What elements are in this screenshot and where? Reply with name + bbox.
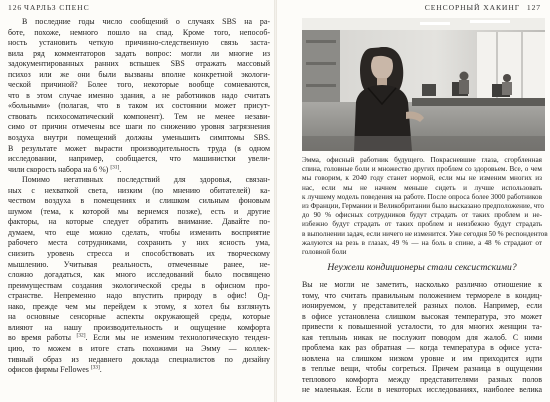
caption-line: избежно будут страдать от таких проблем и неизбежно будут страдать	[302, 220, 542, 229]
text-line: психоз или же они были вызваны вполне конкретной экологи-	[8, 69, 270, 79]
text-line: исследовании, например, сообщается, что машинистки увели-	[8, 154, 270, 164]
caption-line: в выполнении задач, если ничего не изменится. Уже сегодня 50 % респондентов	[302, 229, 548, 238]
caption-line: мы говорим, к 2040 году станет нормой, если мы не изменим многих из	[302, 174, 542, 183]
office-worker-photo	[302, 18, 545, 151]
text-line: Помимо негативных последствий для здоровья, связан-	[22, 175, 270, 185]
text-line: ствовать психосоматический компонент). Тем не менее незави-	[8, 111, 270, 121]
text-line: мышлению. Учитывая реальность, отмеченные ранее, не-	[8, 259, 270, 269]
text-line: на основные сенсорные аспекты окружающей среды, которые	[8, 312, 270, 322]
text-line-content: во время работы	[8, 333, 71, 343]
caption-line: жалуются на резь в глазах, 49 % — на боль в спине, а 48 % страдают от	[302, 238, 542, 247]
text-line: вила ряд комментаторов задать вопрос: могли ли многие из	[8, 48, 270, 58]
text-line: ионируемом, у представителей разных полов. Например, если	[302, 301, 542, 311]
footnote-mark: [32]	[76, 332, 86, 339]
text-line: думаем, что еще можно сделать, чтобы изменить восприятие	[8, 227, 270, 237]
caption-line: спина, головные боли и множество других проблем со здоровьем. Все, о чем	[302, 165, 542, 174]
footnote-mark: [31]	[110, 164, 120, 171]
text-line: симо от причин отмечены все шаги по снижению уровня загрязнения	[8, 122, 270, 132]
caption-line: из Франции, Германии и Великобритании было высказано предположение, что	[302, 201, 544, 210]
right-running-head: СЕНСОРНЫЙ ХАКИНГ	[424, 3, 520, 12]
text-line: ческой причиной? Более того, некоторые вообще сомневаются,	[8, 80, 270, 90]
caption-line: головной боли	[302, 247, 347, 256]
text-line: В результате может вырасти производительность труда (в одном	[8, 143, 270, 153]
text-line: В последние годы число сообщений о случаях SBS на ра-	[22, 17, 270, 26]
text-line: влияют на нашу производительность и ощущение комфорта	[8, 322, 270, 332]
text-line: проблема как раз обратная — когда температура в офисе уста-	[302, 343, 542, 353]
text-line: привести к повышенной усталости, то для многих женщин та-	[302, 322, 542, 332]
text-line: Вы не могли не заметить, насколько различно отношение к	[302, 280, 542, 289]
photo-caption	[302, 156, 548, 257]
text-line-content: чили скорость набора на 6 %)	[8, 164, 109, 174]
caption-line: к лучшему модель поведения на работе. После опроса более 3000 работников	[302, 192, 542, 201]
text-line-content: офисов фирмы Fellowes	[8, 365, 89, 375]
text-line: новлена на слишком низком уровне и им приходится идти	[302, 353, 542, 363]
text-line: снизить уровень стресса и способствовать их творческому	[8, 249, 270, 259]
text-line: факторы, на которые следует обратить внимание. Давайте по-	[8, 217, 270, 227]
text-line: боте, похоже, немного пошло на спад. Кроме того, непособ-	[8, 27, 270, 37]
text-line: тому, что считать правильным положением термореле в кондиц-	[302, 290, 542, 300]
left-running-head: ЧАРЛЬЗ СПЕНС	[24, 3, 90, 12]
left-page	[0, 0, 274, 402]
right-page	[277, 0, 550, 402]
text-line: тивный образ из недавнего доклада специалистов по дизайну	[8, 354, 270, 364]
text-line: не маленькая. Если в некоторых исследованиях, наиболее велика	[302, 385, 542, 395]
text-line: странстве. Непременно надо впустить природу в офис! Од-	[8, 291, 270, 301]
left-body-text	[8, 17, 270, 376]
text-line: кая теплынь никак не послужит поводом для жалоб. С ними	[302, 332, 542, 342]
text-line-content: Если мы не изменим технологическую тенден-	[93, 333, 271, 343]
text-line: в теплые вещи, чтобы согреться. Причем разница в ощущении	[302, 364, 542, 374]
section-heading: Неужели кондиционеры стали сексистскими?	[327, 262, 517, 273]
photo-illustration	[302, 18, 545, 151]
text-line: чеством воздуха в помещениях и слишком сильным фоновым	[8, 196, 270, 206]
text-line: сложно догадаться, как много исследований было посвящено	[8, 270, 270, 280]
caption-line: нас, если мы не начнем меньше сидеть и лучше использовать	[302, 183, 542, 192]
right-body-text	[302, 280, 542, 396]
text-line: ность установить четкую причинно-следственную связь заста-	[8, 38, 270, 48]
right-page-number: 127	[526, 3, 541, 12]
text-line: рабочего места сотрудниками, сохранить у них ясность ума,	[8, 238, 270, 248]
caption-line: Эмма, офисный работник будущего. Покрасневшие глаза, сгорбленная	[302, 156, 542, 164]
text-line: ных с нехваткой света, низким (по мнению обитателей) ка-	[8, 185, 270, 195]
text-line: в офисе установлена слишком высокая температура, это может	[302, 311, 542, 321]
footnote-mark: [33]	[90, 364, 100, 371]
text-line: «больными» (полагая, что в таком их состоянии может присут-	[8, 101, 270, 111]
text-line: задокументированных ранних вспышек SBS отражать массовый	[8, 59, 270, 69]
text-line: воздуха внутри помещений должны уменьшить симптомы SBS.	[8, 133, 270, 143]
text-line: во время работы [32]. Если мы не изменим технологическую тенден-	[8, 332, 271, 343]
text-line: преимуществам создания экологической среды в офисном про-	[8, 280, 270, 290]
caption-line: до 90 % офисных сотрудников будут страдать от таких проблем и не-	[302, 211, 542, 220]
text-line: что в этом случае именно здания, а не работников надо считать	[8, 90, 270, 100]
text-line: цию, то можем в итоге стать похожими на Эмму — коллек-	[8, 343, 270, 353]
text-line: шумом (тема, к которой мы вернемся позже), есть и другие	[8, 206, 270, 216]
text-line: нако, прежде чем мы перейдем к этому, я хотел бы взглянуть	[8, 301, 270, 311]
left-page-number: 126	[8, 3, 23, 12]
text-line: офисов фирмы Fellowes [33].	[8, 364, 102, 375]
text-line: теплового комфорта между представителями разных полов	[302, 374, 542, 384]
text-line: чили скорость набора на 6 %) [31].	[8, 164, 122, 174]
